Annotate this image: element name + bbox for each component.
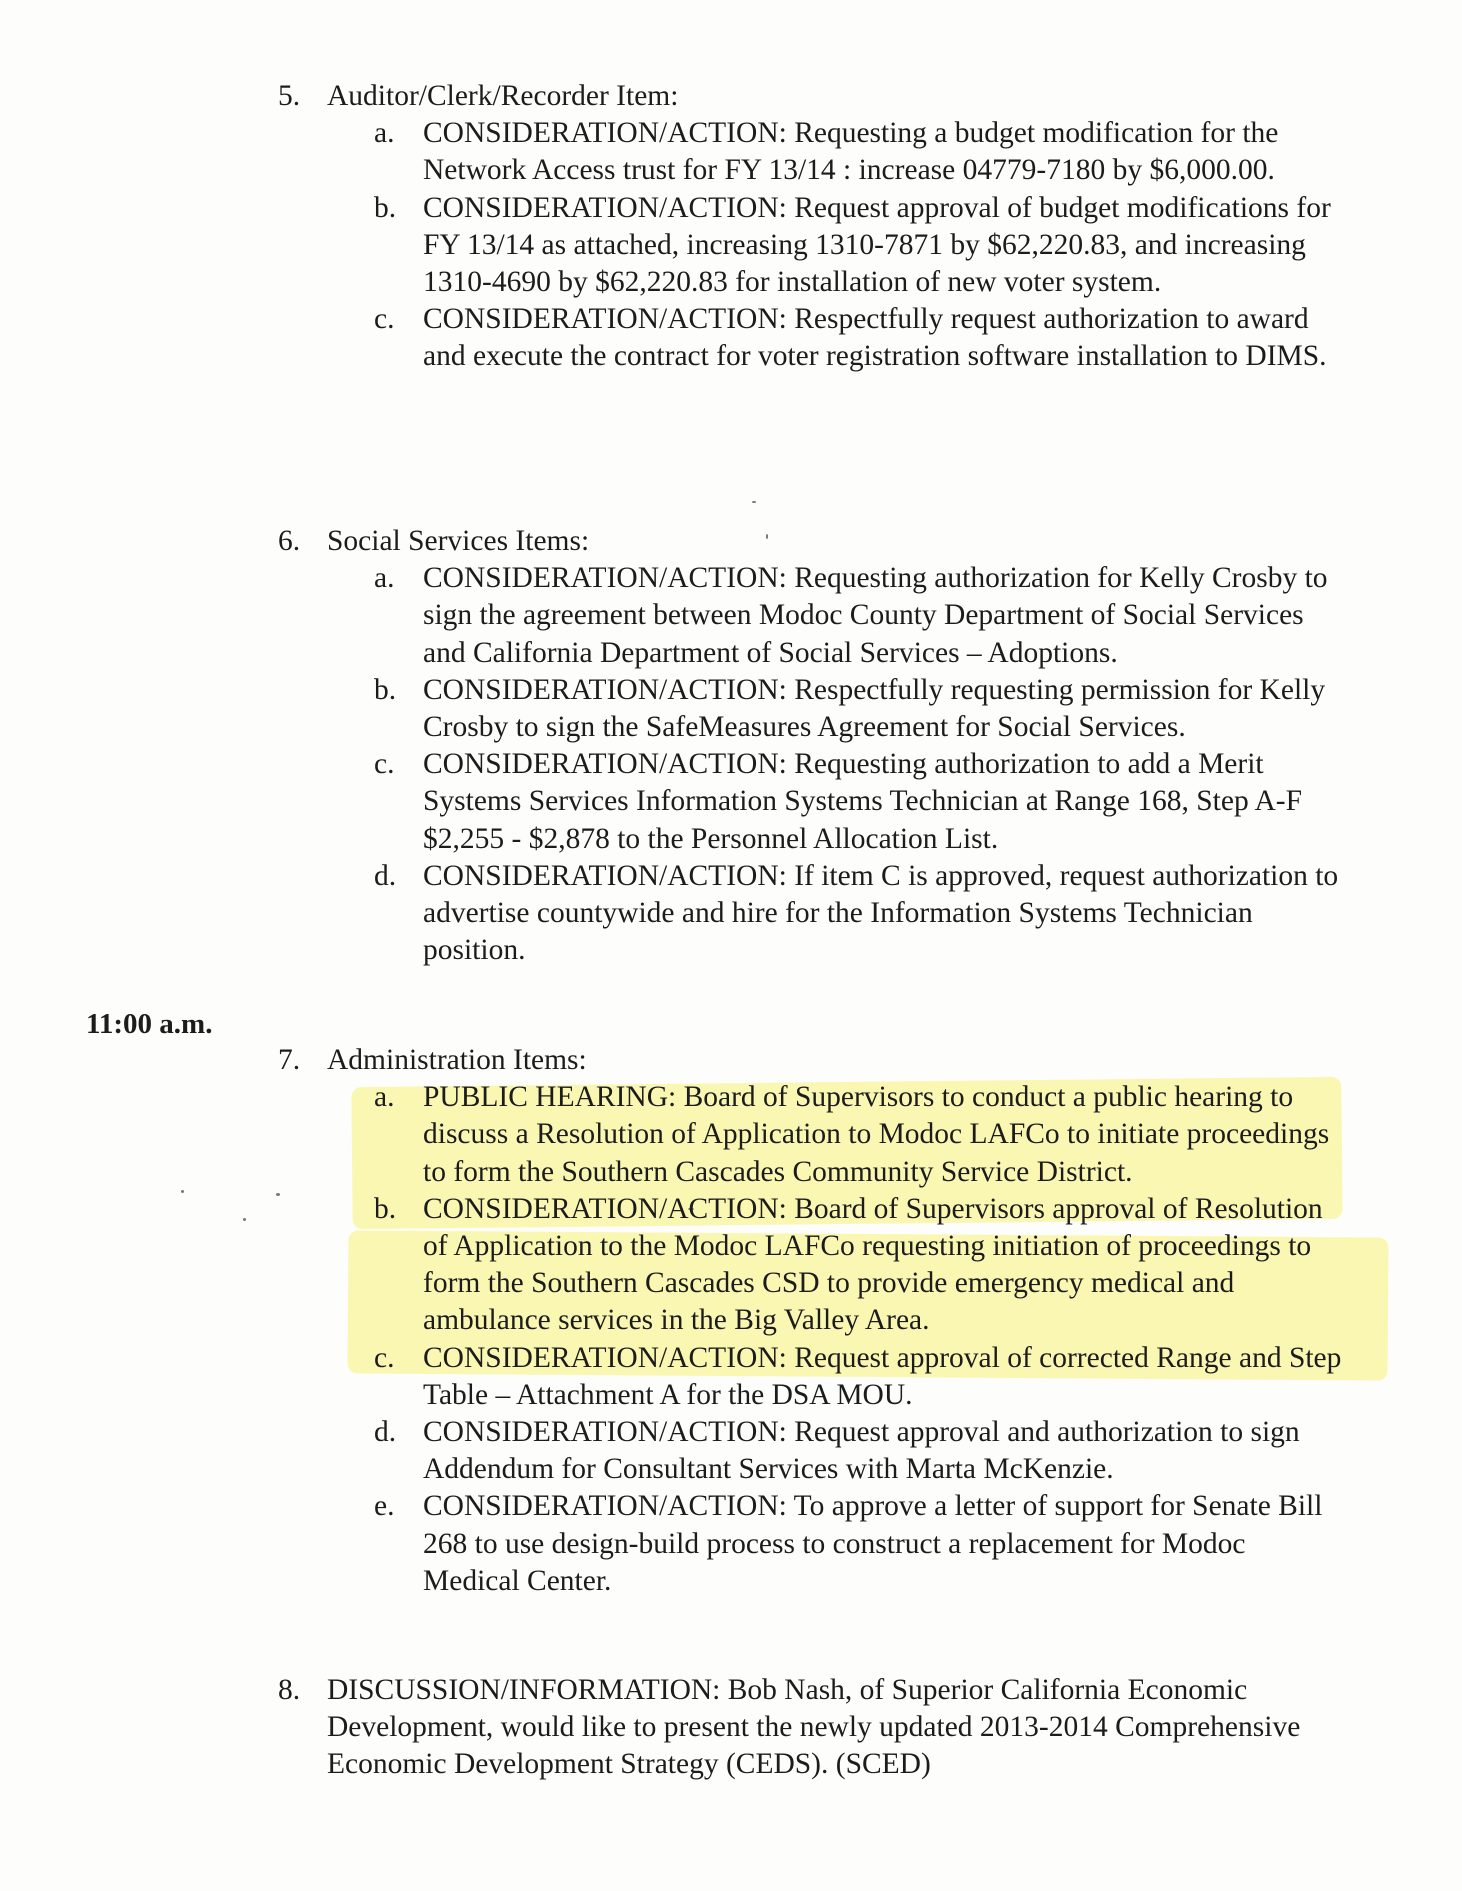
item-letter: e. xyxy=(374,1490,395,1523)
item-letter: c. xyxy=(374,1341,395,1374)
agenda-item-7d xyxy=(374,1414,1358,1488)
item-text: CONSIDERATION/ACTION: Request approval and authorization to sign Addendum for Consultant Services with Marta McKenzie. xyxy=(423,1416,1300,1486)
agenda-item-5a xyxy=(374,115,1358,189)
item-text: CONSIDERATION/ACTION: Requesting a budget modification for the Network Access trust for FY 13/14 : increase 04779-7180 by $6,000.00. xyxy=(423,117,1279,187)
item-letter: c. xyxy=(374,303,395,336)
item-text: CONSIDERATION/ACTION: Request approval of budget modifications for FY 13/14 as attached, increasing 1310-7871 by $62,220.83, and increasing 1310-4690 by $62,220.83 for installation of new voter system. xyxy=(423,191,1331,299)
item-letter: c. xyxy=(374,748,395,781)
item-text: PUBLIC HEARING: Board of Supervisors to conduct a public hearing to discuss a Resolution of Application to Modoc LAFCo to initiate proceedings to form the Southern Cascades Community Service District. xyxy=(423,1081,1330,1188)
section-number: 5. xyxy=(278,80,301,112)
agenda-item-7e xyxy=(374,1488,1358,1600)
agenda-item-5c xyxy=(374,301,1358,375)
agenda-item-7b xyxy=(374,1191,1358,1340)
section-body: DISCUSSION/INFORMATION: Bob Nash, of Superior California Economic Development, would like to present the newly updated 2013-2014 Comprehensive Economic Development Strategy (CEDS). (SCED) xyxy=(327,1674,1301,1781)
agenda-item-7a xyxy=(374,1079,1358,1191)
item-letter: a. xyxy=(374,117,395,150)
item-letter: d. xyxy=(374,1416,397,1449)
section-heading xyxy=(278,523,1358,560)
agenda-item-5b xyxy=(374,190,1358,302)
section-title: Auditor/Clerk/Recorder Item: xyxy=(327,80,679,112)
item-text: CONSIDERATION/ACTION: Respectfully requesting permission for Kelly Crosby to sign the SafeMeasures Agreement for Social Services. xyxy=(423,673,1326,744)
section-heading xyxy=(278,78,1358,115)
agenda-item-6b xyxy=(374,672,1358,746)
item-letter: d. xyxy=(374,859,397,892)
agenda-item-6d xyxy=(374,858,1358,970)
item-text: CONSIDERATION/ACTION: Requesting authorization for Kelly Crosby to sign the agreement between Modoc County Department of Social Services and California Department of Social Services – Adoptions. xyxy=(423,562,1328,669)
agenda-item-7c xyxy=(374,1340,1358,1414)
time-label: 11:00 a.m. xyxy=(86,1008,213,1040)
section-heading xyxy=(278,1672,1358,1784)
item-letter: a. xyxy=(374,562,395,595)
item-text: CONSIDERATION/ACTION: If item C is approved, request authorization to advertise countywide and hire for the Information Systems Technician position. xyxy=(423,859,1339,967)
agenda-section-5 xyxy=(278,78,1358,376)
agenda-section-6 xyxy=(278,523,1358,969)
section-title: Social Services Items: xyxy=(327,525,590,557)
item-letter: b. xyxy=(374,191,397,224)
item-text: CONSIDERATION/ACTION: Board of Supervisors approval of Resolution of Application to the Modoc LAFCo requesting initiation of proceedings to form the Southern Cascades CSD to provide emergency medical and ambulance services in the Big Valley Area. xyxy=(423,1192,1323,1337)
agenda-item-6a xyxy=(374,560,1358,672)
item-letter: a. xyxy=(374,1081,395,1114)
agenda-item-6c xyxy=(374,746,1358,858)
item-text: CONSIDERATION/ACTION: To approve a letter of support for Senate Bill 268 to use design-build process to construct a replacement for Modoc Medical Center. xyxy=(423,1490,1323,1597)
item-letter: b. xyxy=(374,673,397,706)
section-number: 7. xyxy=(278,1044,301,1076)
item-letter: b. xyxy=(374,1192,397,1225)
item-text: CONSIDERATION/ACTION: Request approval of corrected Range and Step Table – Attachment A for the DSA MOU. xyxy=(423,1341,1342,1411)
item-text: CONSIDERATION/ACTION: Requesting authorization to add a Merit Systems Services Information Systems Technician at Range 168, Step A-F $2,255 - $2,878 to the Personnel Allocation List. xyxy=(423,748,1302,855)
section-title: Administration Items: xyxy=(327,1044,587,1076)
section-heading xyxy=(278,1042,1358,1079)
item-text: CONSIDERATION/ACTION: Respectfully request authorization to award and execute the contract for voter registration software installation to DIMS. xyxy=(423,303,1327,373)
section-number: 8. xyxy=(278,1674,301,1706)
scan-speck xyxy=(752,501,756,503)
agenda-section-7 xyxy=(278,1042,1358,1600)
scan-speck xyxy=(243,1218,246,1221)
scan-speck xyxy=(181,1190,184,1193)
agenda-section-8 xyxy=(278,1672,1358,1784)
section-number: 6. xyxy=(278,525,301,557)
